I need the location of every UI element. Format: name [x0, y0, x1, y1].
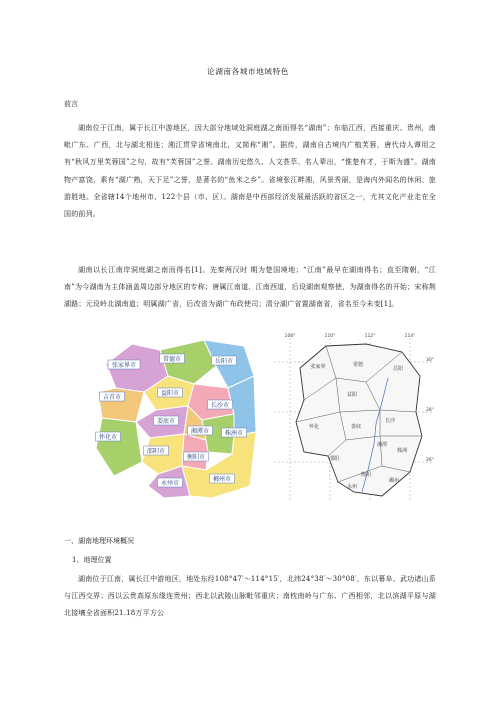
preface-heading: 前言 — [64, 100, 78, 108]
map-city-label: 株洲市 — [224, 430, 244, 437]
hunan-outline-map — [270, 332, 436, 506]
hunan-color-map — [84, 336, 260, 500]
outline-city-label: 株洲 — [396, 448, 408, 454]
outline-city-label: 益阳 — [346, 392, 358, 398]
map-city-label: 岳阳市 — [214, 358, 234, 365]
map-city-label: 张家界市 — [111, 362, 137, 369]
map-city-label: 吉首市 — [102, 394, 122, 401]
outline-city-label: 衡阳 — [360, 472, 372, 478]
latitude-label: 30° — [426, 358, 434, 363]
outline-city-label: 岳阳 — [392, 366, 404, 372]
outline-city-label: 湘潭 — [376, 442, 388, 448]
outline-city-label: 永州 — [346, 484, 358, 490]
outline-city-label: 张家界 — [310, 364, 326, 370]
map-city-label: 湘潭市 — [190, 428, 210, 435]
outline-city-label: 郴州 — [388, 478, 400, 484]
outline-city-label: 长沙 — [384, 418, 396, 424]
outline-city-label: 邵阳 — [328, 456, 340, 462]
paragraph-history: 湖南以长江南岸洞庭湖之南而得名[1]。先秦两汉时 期为楚国境地；“江南”最早在湖南得名；直至隋朝，“江南”为今湖南为主体涵盖周边部分地区的专称；唐属江南道、江南西道，后设湖南观察使，为湖南得名的开始；宋称荆湖路；元设岭北湖南道；明属湖广省，后改省为湖广布政使司；清分湖广省置湖南省，省名至今未变[1]。 — [64, 266, 436, 309]
map-city-label: 怀化市 — [98, 434, 118, 441]
map-city-label: 衡阳市 — [186, 454, 206, 461]
map-city-label: 娄底市 — [156, 418, 176, 425]
latitude-label: 28° — [426, 408, 434, 413]
latitude-label: 26° — [426, 458, 434, 463]
paragraph-intro: 湖南位于江南，属于长江中游地区，因大部分地域处洞庭湖之南而得名“湖南”；东临江西，西接重庆、贵州，南毗广东、广西，北与湖北相连；湘江贯穿省境南北，又简称“湘”。据传，湖南自古境内广植芙蓉，唐代诗人谭用之有“秋风万里芙蓉国”之句，故有“芙蓉国”之誉。湖南历史悠久、人文荟萃、名人辈出，“惟楚有才，于斯为盛”。湖南物产富饶，素有“湖广熟，天下足”之誉，是著名的“鱼米之乡”。省境张江畔湘，风景秀丽，是海内外闻名的休闲、旅游胜地。全省辖14个地州市、122个县（市、区）。湖南是中西部经济发展最活跃的省区之一，尤其文化产业走在全国的前列。 — [64, 124, 436, 219]
map-city-label: 永州市 — [160, 480, 180, 487]
longitude-label: 110° — [324, 334, 336, 339]
section-heading: 一、湖南地理环境概况 — [64, 537, 134, 545]
subsection-heading: 1、地理位置 — [72, 556, 112, 564]
longitude-label: 112° — [364, 334, 376, 339]
map-city-label: 邵阳市 — [146, 448, 166, 455]
map-region — [96, 418, 142, 476]
outline-city-label: 怀化 — [308, 424, 320, 430]
map-city-label: 常德市 — [162, 356, 182, 363]
longitude-label: 108° — [284, 334, 296, 339]
outline-city-label: 娄底 — [350, 424, 362, 430]
paragraph-geography: 湖南位于江南，属长江中游地区，地处东经108°47′～114°15′，北纬24°38′～30°08′，东以幕阜、武功诸山系与江西交界；西以云贵高原东缘连贵州；西北以武陵山脉毗邻重庆；南枕南岭与广东、广西相邻，北以滨湖平原与湖北接壤全省面积21.18万平方公 — [64, 575, 436, 618]
map-city-label: 益阳市 — [160, 390, 180, 397]
map-city-label: 郴州市 — [212, 476, 232, 483]
longitude-label: 114° — [404, 334, 416, 339]
map-city-label: 长沙市 — [210, 402, 230, 409]
page-title: 论湖南各城市地域特色 — [207, 67, 289, 76]
outline-city-label: 常德 — [352, 362, 364, 368]
